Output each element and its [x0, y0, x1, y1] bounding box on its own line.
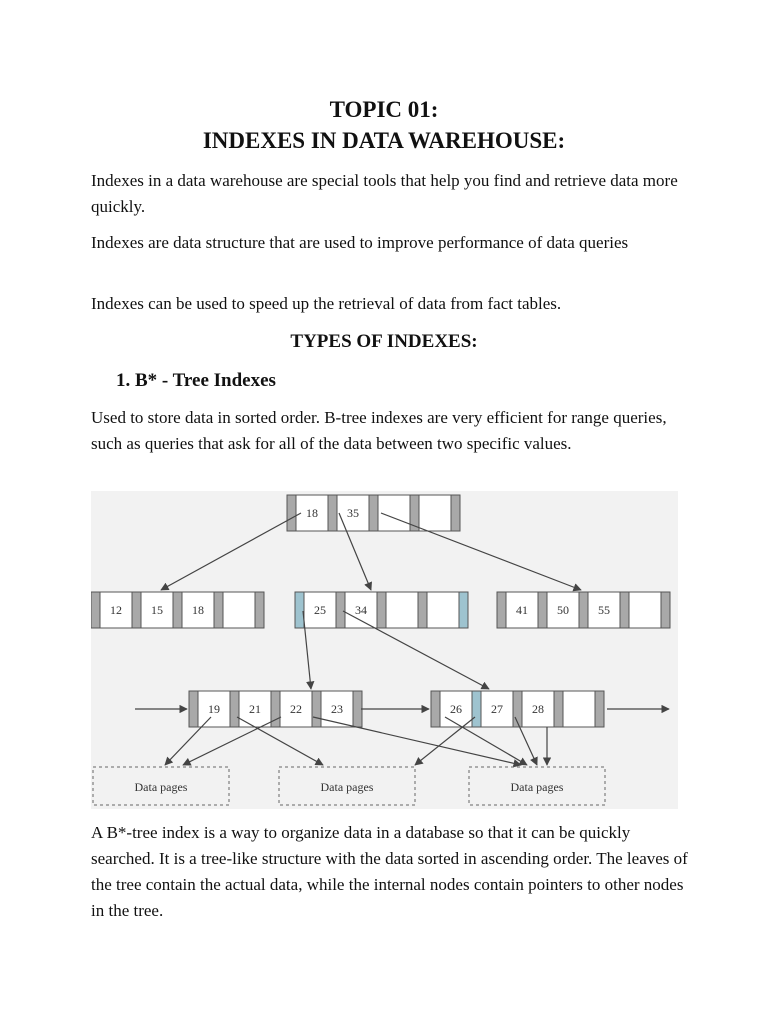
data-pages-box-1	[93, 767, 229, 805]
node-key: 22	[290, 702, 302, 716]
node-key: 15	[151, 603, 163, 617]
node-key: 25	[314, 603, 326, 617]
node-key: 26	[450, 702, 462, 716]
node-key: 55	[598, 603, 610, 617]
section-heading: TYPES OF INDEXES:	[290, 331, 478, 352]
list-item-btree: 1. B* - Tree Indexes	[116, 370, 276, 391]
node-key: 18	[306, 506, 318, 520]
btree-diagram-svg	[91, 491, 678, 809]
topic-number: TOPIC 01:	[329, 97, 439, 122]
node-key: 34	[355, 603, 367, 617]
node-key: 28	[532, 702, 544, 716]
data-pages-box-3	[469, 767, 605, 805]
btree-diagram	[91, 491, 678, 809]
node-key: 41	[516, 603, 528, 617]
paragraph-btree-description: A B*-tree index is a way to organize data in a database so that it can be quickly searched. It is a tree-like structure with the data sorted in ascending order. The leaves of the tree contain the actual data, while the internal nodes contain pointers to other nodes in the tree.	[91, 823, 688, 920]
paragraph-usage: Indexes can be used to speed up the retrieval of data from fact tables.	[91, 294, 562, 313]
data-pages-label: Data pages	[320, 780, 374, 794]
node-key: 50	[557, 603, 569, 617]
node-key: 18	[192, 603, 204, 617]
leaf-node-left	[189, 691, 362, 727]
node-key: 19	[208, 702, 220, 716]
paragraph-btree-intro: Used to store data in sorted order. B-tree indexes are very efficient for range queries, such as queries that ask for all of the data between two specific values.	[91, 408, 667, 453]
arrow-root-right	[381, 513, 581, 590]
internal-node-middle	[295, 592, 468, 628]
node-key: 23	[331, 702, 343, 716]
paragraph-intro: Indexes in a data warehouse are special tools that help you find and retrieve data more quickly.	[91, 171, 678, 216]
paragraph-definition: Indexes are data structure that are used to improve performance of data queries	[91, 233, 629, 252]
node-key: 27	[491, 702, 503, 716]
data-pages-label: Data pages	[134, 780, 188, 794]
data-pages-box-2	[279, 767, 415, 805]
page-title: INDEXES IN DATA WAREHOUSE:	[202, 128, 566, 153]
node-key: 12	[110, 603, 122, 617]
arrow-root-left	[161, 513, 301, 590]
data-pages-label: Data pages	[510, 780, 564, 794]
node-key: 21	[249, 702, 261, 716]
internal-node-left	[91, 592, 264, 628]
arrow-19-page1	[165, 717, 211, 765]
node-key: 35	[347, 506, 359, 520]
root-node	[287, 495, 460, 531]
internal-node-right	[497, 592, 670, 628]
